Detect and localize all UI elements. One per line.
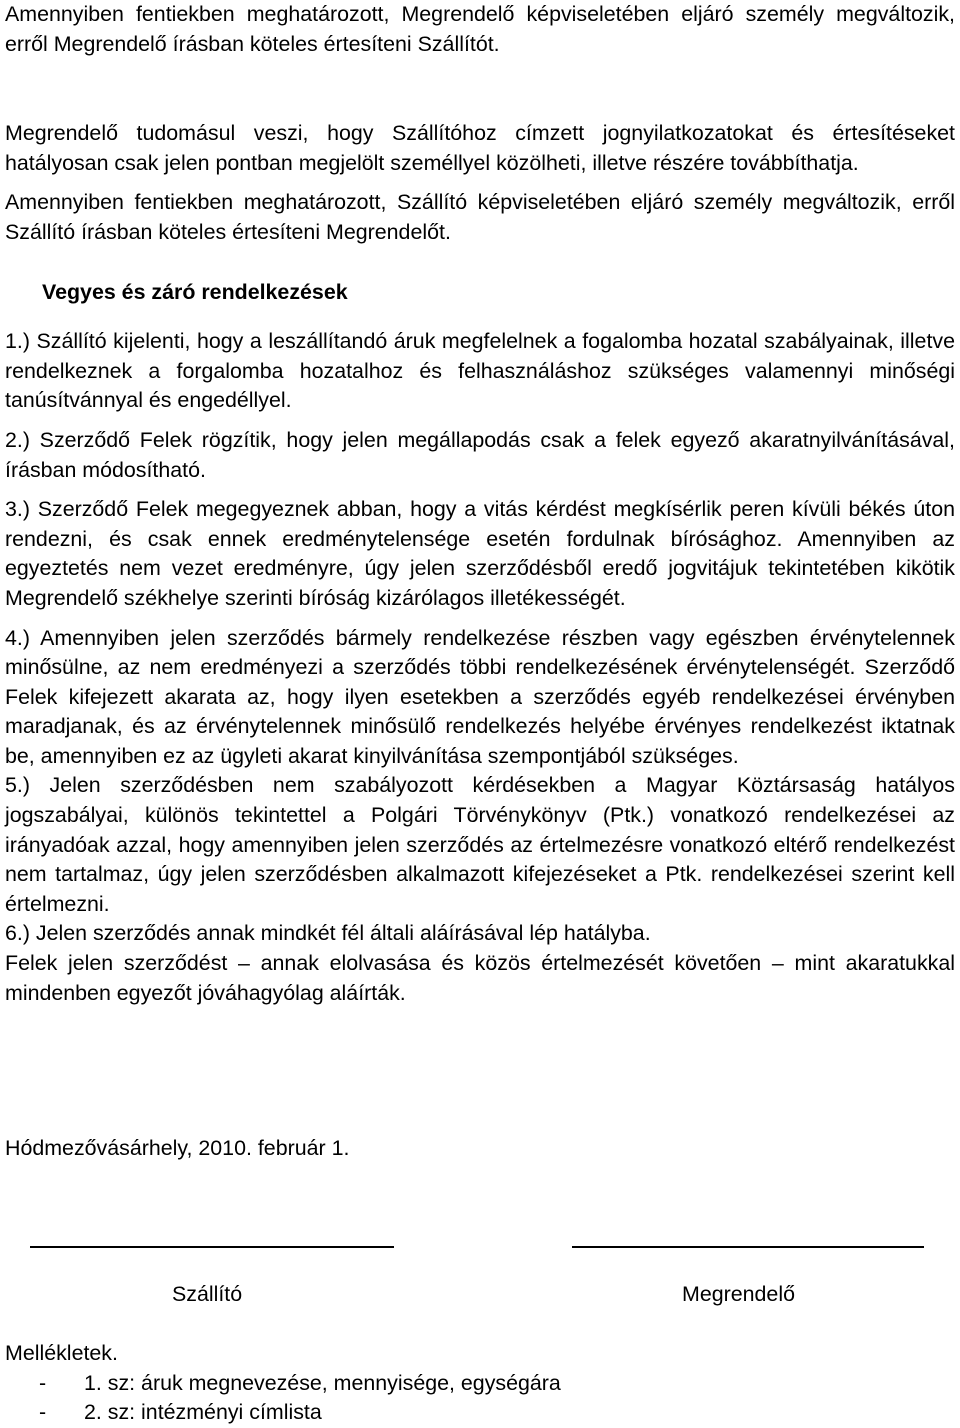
paragraph-buyer-notices: Megrendelő tudomásul veszi, hogy Szállítóhoz címzett jognyilatkozatokat és értesítéseket hatályosan csak jelen pontban megjelölt személlyel közölheti, illetve részére továbbíthatja. — [5, 121, 955, 175]
signature-line-supplier — [30, 1246, 394, 1248]
signature-label-buyer: Megrendelő — [682, 1282, 795, 1306]
clause-5: 5.) Jelen szerződésben nem szabályozott kérdésekben a Magyar Köztársaság hatályos jogszabályai, különös tekintettel a Polgári Törvénykönyv (Ptk.) vonatkozó rendelkezései az irányadóak azzal, hogy amennyiben jelen szerződés az értelmezésre vonatkozó eltérő rendelkezést nem tartalmaz, úgy jelen szerződésben alkalmazott kifejezéseket a Ptk. rendelkezései szerint kell értelmezni. — [5, 773, 955, 916]
signature-label-supplier: Szállító — [172, 1282, 243, 1306]
list-dash: - — [39, 1371, 47, 1395]
attachment-item-text: 2. sz: intézményi címlista — [84, 1400, 322, 1424]
attachment-item — [5, 1398, 322, 1428]
clause-2: 2.) Szerződő Felek rögzítik, hogy jelen megállapodás csak a felek egyező akaratnyilvánításával, írásban módosítható. — [5, 427, 955, 482]
attachment-item-text: 1. sz: áruk megnevezése, mennyisége, egységára — [84, 1371, 561, 1395]
clause-4: 4.) Amennyiben jelen szerződés bármely rendelkezése részben vagy egészben érvénytelennek minősülne, az nem eredményezi a szerződés többi rendelkezésének érvénytelenségét. Szerződő Felek kifejezett akarata az, hogy ilyen esetekben a szerződés egyéb rendelkezései érvényben maradjanak, és az érvénytelennek minősülő rendelkezés helyébe érvényes rendelkezést iktatnak be, amennyiben ez az ügyleti akarat kinyilvánítása szempontjából szükséges. — [5, 625, 955, 768]
attachments-title: Mellékletek. — [5, 1341, 118, 1365]
clause-1: 1.) Szállító kijelenti, hogy a leszállítandó áruk megfelelnek a fogalomba hozatal szabályainak, illetve rendelkeznek a forgalomba hozatalhoz és felhasználáshoz szükséges valamennyi minőségi tanúsítvánnyal és engedéllyel. — [5, 329, 955, 413]
paragraph-supplier-representative-change: Amennyiben fentiekben meghatározott, Szállító képviseletében eljáró személy megváltozik, erről Szállító írásban köteles értesíteni Megrendelőt. — [5, 190, 955, 244]
attachment-item — [5, 1369, 561, 1399]
list-dash: - — [39, 1400, 47, 1424]
document-body — [5, 0, 955, 1008]
paragraph-buyer-representative-change: Amennyiben fentiekben meghatározott, Megrendelő képviseletében eljáró személy megváltozik, erről Megrendelő írásban köteles értesíteni Szállítót. — [5, 2, 955, 56]
clause-6: 6.) Jelen szerződés annak mindkét fél általi aláírásával lép hatályba. — [5, 921, 651, 946]
section-heading: Vegyes és záró rendelkezések — [42, 279, 348, 304]
closing-statement: Felek jelen szerződést – annak elolvasása és közös értelmezését követően – mint akaratukkal mindenben egyezőt jóváhagyólag aláírták. — [5, 951, 955, 1005]
place-and-date: Hódmezővásárhely, 2010. február 1. — [5, 1136, 350, 1160]
signature-line-buyer — [572, 1246, 924, 1248]
clause-3: 3.) Szerződő Felek megegyeznek abban, hogy a vitás kérdést megkísérlik peren kívüli békés úton rendezni, és csak ennek eredménytelensége esetén fordulnak bírósághoz. Amennyiben az egyeztetés nem vezet eredményre, úgy jelen szerződésből eredő jogvitájuk tekintetében kikötik Megrendelő székhelye szerinti bíróság kizárólagos illetékességét. — [5, 497, 955, 610]
